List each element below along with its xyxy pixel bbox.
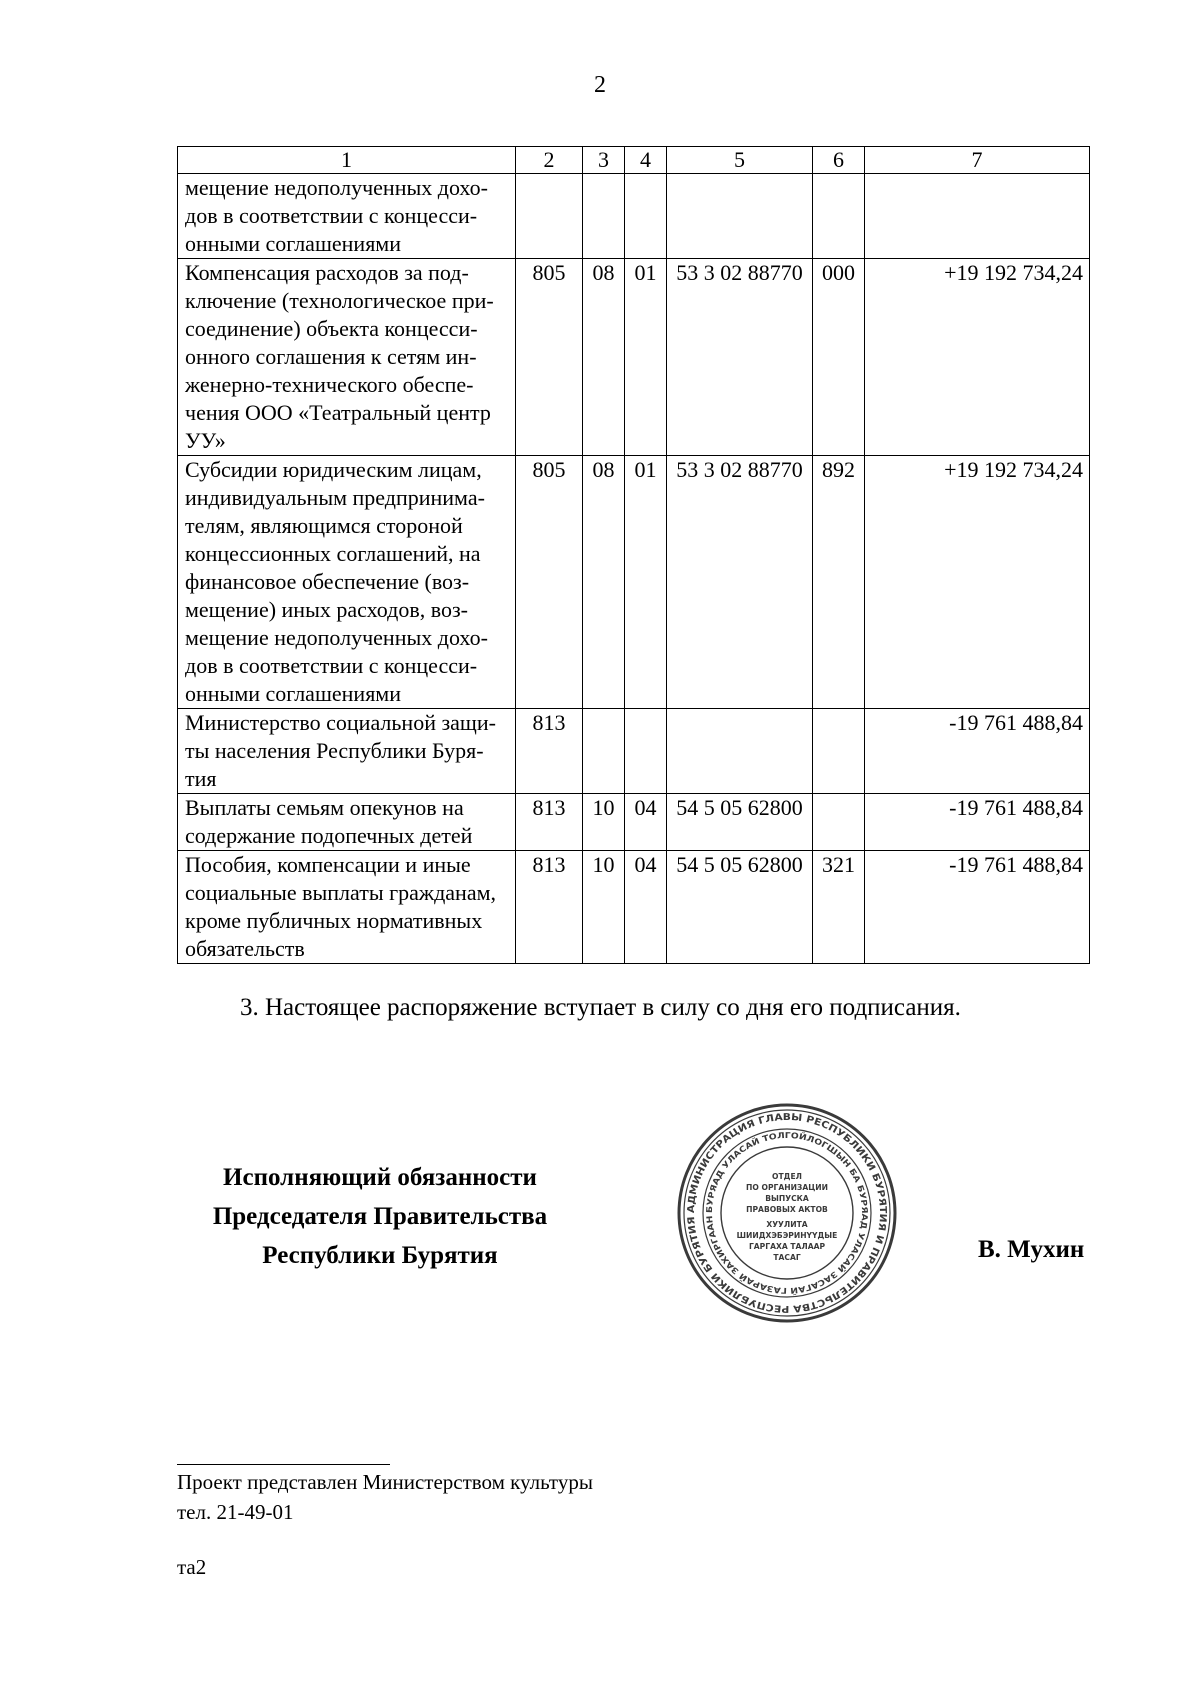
expense-type-code	[813, 174, 865, 259]
table-row	[178, 174, 1090, 259]
section-code: 10	[583, 794, 625, 851]
footnote: Проект представлен Министерством культуры тел. 21-49-01	[177, 1470, 593, 1524]
ministry-code: 813	[516, 851, 583, 964]
table-header-row	[178, 147, 1090, 174]
subsection-code	[625, 174, 667, 259]
subsection-code: 01	[625, 456, 667, 709]
document-code: та2	[177, 1555, 207, 1579]
column-header: 4	[625, 147, 667, 174]
ministry-code: 805	[516, 259, 583, 456]
amount: +19 192 734,24	[865, 259, 1090, 456]
stamp-inner-ring-text: БУРЯАД УЛАСАЙ ТОЛГОЙЛОГШЫН БА БУРЯАД УЛАСАЙ ЗАСАГАЙ ГАЗАРАЙ ЗАХИРГААН	[704, 1130, 870, 1296]
amount: -19 761 488,84	[865, 794, 1090, 851]
row-description: мещение недополученных дохо- дов в соответствии с концесси- онными соглашениями	[178, 174, 516, 259]
subsection-code	[625, 709, 667, 794]
row-description: Пособия, компенсации и иные социальные выплаты гражданам, кроме публичных нормативных обязательств	[178, 851, 516, 964]
section-code: 08	[583, 456, 625, 709]
table-row	[178, 456, 1090, 709]
target-article-code	[667, 174, 813, 259]
stamp-center-line: ТАСАГ	[773, 1253, 801, 1262]
expense-type-code	[813, 794, 865, 851]
row-description: Субсидии юридическим лицам, индивидуальным предпринима- телям, являющимся стороной концессионных соглашений, на финансовое обеспечение (воз- мещение) иных расходов, воз- мещение недополученных дохо- дов в соответствии с концесси- онными соглашениями	[178, 456, 516, 709]
section-code	[583, 709, 625, 794]
section-code	[583, 174, 625, 259]
section-code: 08	[583, 259, 625, 456]
expense-type-code	[813, 709, 865, 794]
column-header: 6	[813, 147, 865, 174]
column-header: 3	[583, 147, 625, 174]
stamp-center-line: ХУУЛИТА	[766, 1220, 808, 1229]
section-code: 10	[583, 851, 625, 964]
target-article-code: 53 3 02 88770	[667, 456, 813, 709]
amount: +19 192 734,24	[865, 456, 1090, 709]
expense-type-code: 892	[813, 456, 865, 709]
target-article-code: 53 3 02 88770	[667, 259, 813, 456]
target-article-code	[667, 709, 813, 794]
subsection-code: 01	[625, 259, 667, 456]
table-row	[178, 259, 1090, 456]
official-seal-stamp	[676, 1102, 898, 1324]
stamp-center-line: ШИИДХЭБЭРИНҮҮДЫЕ	[736, 1231, 838, 1240]
row-description: Министерство социальной защи- ты населения Республики Буря- тия	[178, 709, 516, 794]
ministry-code: 813	[516, 709, 583, 794]
column-header: 2	[516, 147, 583, 174]
amount: -19 761 488,84	[865, 709, 1090, 794]
stamp-outer-ring-text: АДМИНИСТРАЦИЯ ГЛАВЫ РЕСПУБЛИКИ БУРЯТИЯ И ПРАВИТЕЛЬСТВА РЕСПУБЛИКИ БУРЯТИЯ	[685, 1111, 889, 1315]
stamp-center-line: ГАРГАХА ТАЛААР	[748, 1242, 826, 1251]
ministry-code: 813	[516, 794, 583, 851]
footnote-divider	[177, 1464, 390, 1465]
signer-title: Исполняющий обязанности Председателя Правительства Республики Бурятия	[212, 1164, 548, 1269]
amount: -19 761 488,84	[865, 851, 1090, 964]
page-number: 2	[594, 72, 606, 98]
table-row	[178, 851, 1090, 964]
amount	[865, 174, 1090, 259]
column-header: 7	[865, 147, 1090, 174]
signer-name: В. Мухин	[978, 1236, 1085, 1263]
column-header: 1	[178, 147, 516, 174]
stamp-center-line: ВЫПУСКА	[765, 1194, 809, 1203]
table-row	[178, 709, 1090, 794]
expense-type-code: 000	[813, 259, 865, 456]
subsection-code: 04	[625, 794, 667, 851]
stamp-center-line: ПО ОРГАНИЗАЦИИ	[746, 1183, 828, 1192]
row-description: Компенсация расходов за под- ключение (технологическое при- соединение) объекта концесси- онного соглашения к сетям ин- женерно-технического обеспе- чения ООО «Театральный центр УУ»	[178, 259, 516, 456]
target-article-code: 54 5 05 62800	[667, 794, 813, 851]
row-description: Выплаты семьям опекунов на содержание подопечных детей	[178, 794, 516, 851]
stamp-center-line: ОТДЕЛ	[772, 1172, 802, 1181]
stamp-center-line: ПРАВОВЫХ АКТОВ	[746, 1205, 828, 1214]
budget-changes-table	[177, 146, 1090, 964]
table-row	[178, 794, 1090, 851]
column-header: 5	[667, 147, 813, 174]
expense-type-code: 321	[813, 851, 865, 964]
ministry-code	[516, 174, 583, 259]
clause-3: 3. Настоящее распоряжение вступает в силу со дня его подписания.	[240, 994, 961, 1021]
subsection-code: 04	[625, 851, 667, 964]
target-article-code: 54 5 05 62800	[667, 851, 813, 964]
ministry-code: 805	[516, 456, 583, 709]
